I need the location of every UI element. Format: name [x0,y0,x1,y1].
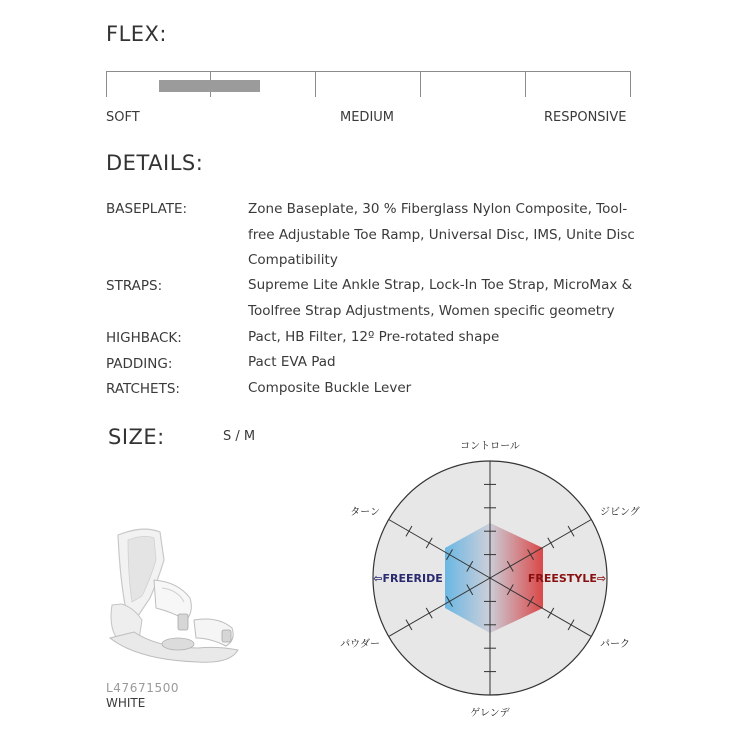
flex-label-medium: MEDIUM [340,110,395,125]
axis-label-upper-left: ターン [350,507,380,518]
binding-product-image [98,520,258,680]
flex-scale [106,71,631,97]
axis-label-upper-right: ジビング [600,507,640,518]
product-color-name: WHITE [106,696,146,710]
axis-label-bottom: ゲレンデ [470,708,510,719]
size-heading: SIZE: [108,425,165,449]
detail-line: Supreme Lite Ankle Strap, Lock-In Toe Strap, MicroMax & [248,277,633,293]
flex-tick [315,71,316,97]
flex-tick [106,71,107,97]
axis-label-top: コントロール [460,441,520,452]
detail-label-ratchets: RATCHETS: [106,381,180,397]
detail-value-baseplate [248,197,648,274]
axis-label-lower-left: パウダー [340,639,380,650]
detail-line: Toolfree Strap Adjustments, Women specific geometry [248,302,615,319]
freestyle-label: FREESTYLE⇨ [527,572,607,585]
detail-line: free Adjustable Toe Ramp, Universal Disc, IMS, Unite Disc [248,226,635,243]
detail-line: Composite Buckle Lever [248,380,412,396]
detail-value-highback [248,325,648,351]
detail-label-padding: PADDING: [106,356,173,372]
detail-value-padding [248,350,648,376]
flex-tick [420,71,421,97]
detail-label-straps: STRAPS: [106,278,163,294]
detail-line: Pact EVA Pad [248,354,336,370]
flex-indicator [159,80,260,92]
flex-label-soft: SOFT [106,110,140,125]
freeride-label: ⇦FREERIDE [373,572,443,585]
detail-value-ratchets [248,376,648,402]
flex-tick [630,71,631,97]
riding-style-radar [330,435,650,725]
detail-label-highback: HIGHBACK: [106,330,182,346]
detail-value-straps [248,273,648,324]
flex-baseline [106,71,631,72]
detail-line: Zone Baseplate, 30 % Fiberglass Nylon Composite, Tool- [248,201,628,217]
details-heading: DETAILS: [106,151,204,175]
flex-label-responsive: RESPONSIVE [544,110,627,125]
flex-heading: FLEX: [106,22,168,46]
axis-label-lower-right: パーク [600,639,630,650]
flex-tick [525,71,526,97]
size-value: S / M [223,429,256,444]
detail-line: Compatibility [248,252,338,268]
detail-line: Pact, HB Filter, 12º Pre-rotated shape [248,329,500,345]
product-code: L47671500 [106,681,180,695]
detail-label-baseplate: BASEPLATE: [106,201,188,217]
